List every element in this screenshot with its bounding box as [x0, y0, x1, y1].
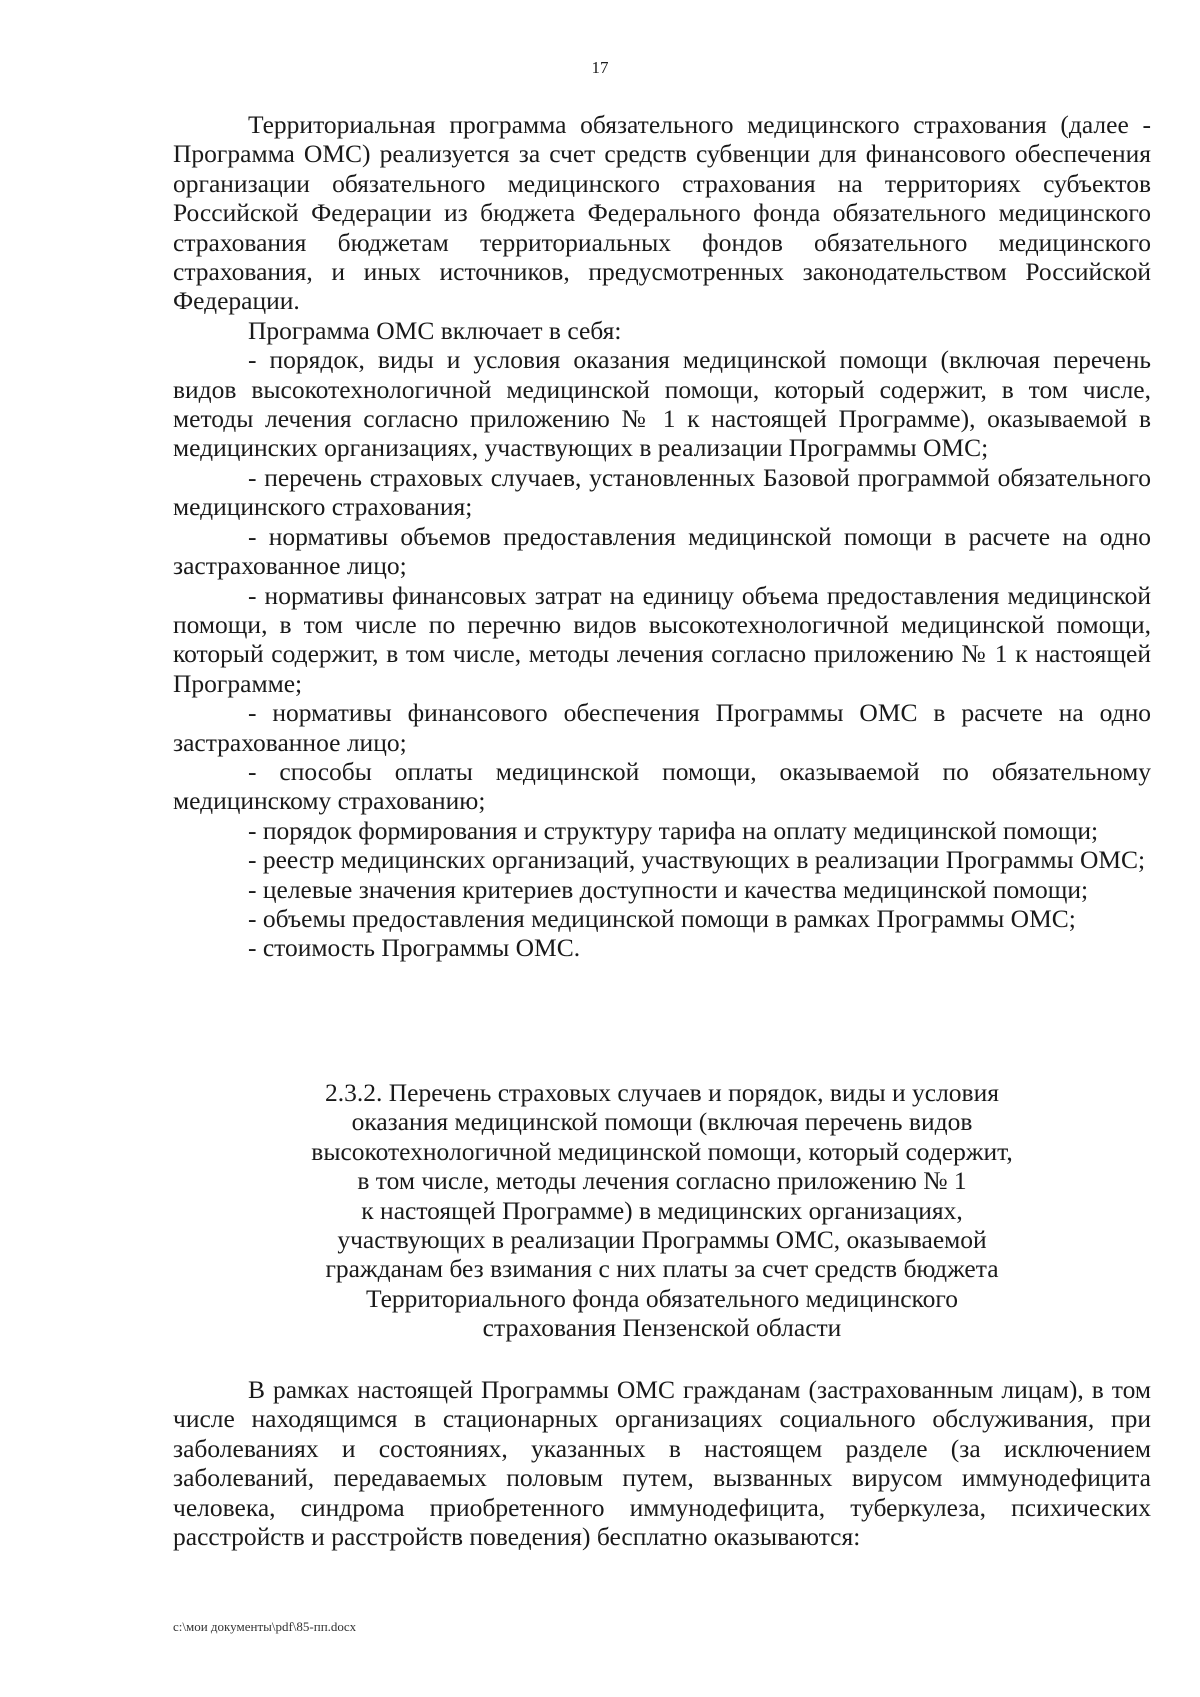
list-item-volume-norms: - нормативы объемов предоставления медицинской помощи в расчете на одно застрахованное лицо; [173, 521, 1151, 581]
heading-line: к настоящей Программе) в медицинских организациях, [361, 1195, 963, 1225]
list-item-cost: - стоимость Программы ОМС. [248, 933, 581, 963]
heading-line: оказания медицинской помощи (включая перечень видов [351, 1107, 973, 1137]
heading-line: гражданам без взимания с них платы за счет средств бюджета [325, 1254, 999, 1284]
list-item-payment-methods: - способы оплаты медицинской помощи, оказываемой по обязательному медицинскому страхованию; [173, 756, 1151, 816]
paragraph-intro: Территориальная программа обязательного медицинского страхования (далее - Программа ОМС) реализуется за счет средств субвенции для финансового обеспечения организации обязательного медицинского страхования на территориях субъектов Российской Федерации из бюджета Федерального фонда обязательного медицинского страхования бюджетам территориальных фондов обязательного медицинского страхования, и иных источников, предусмотренных законодательством Российской Федерации. [173, 110, 1151, 316]
list-item-procedure: - порядок, виды и условия оказания медицинской помощи (включая перечень видов высокотехнологичной медицинской помощи, который содержит, в том числе, методы лечения согласно приложению № 1 к настоящей Программе), оказываемой в медицинских организациях, участвующих в реализации Программы ОМС; [173, 345, 1151, 463]
body-text [173, 110, 1151, 963]
list-item-cost-norms: - нормативы финансовых затрат на единицу объема предоставления медицинской помощи, в том числе по перечню видов высокотехнологичной медицинской помощи, который содержит, в том числе, методы лечения согласно приложению № 1 к настоящей Программе; [173, 580, 1151, 698]
list-item-funding-norms: - нормативы финансового обеспечения Программы ОМС в расчете на одно застрахованное лицо; [173, 698, 1151, 757]
list-item-registry: - реестр медицинских организаций, участвующих в реализации Программы ОМС; [248, 845, 1146, 875]
paragraph-includes: Программа ОМС включает в себя: [248, 315, 622, 345]
list-item-volumes: - объемы предоставления медицинской помощи в рамках Программы ОМС; [248, 903, 1076, 933]
heading-line: Территориального фонда обязательного медицинского [366, 1283, 958, 1313]
section-heading [173, 1078, 1151, 1343]
heading-line: высокотехнологичной медицинской помощи, который содержит, [311, 1136, 1013, 1166]
closing-text [173, 1375, 1151, 1551]
heading-line: участвующих в реализации Программы ОМС, оказываемой [337, 1225, 987, 1255]
page-number: 17 [591, 58, 609, 77]
heading-line: 2.3.2. Перечень страховых случаев и порядок, виды и условия [325, 1078, 999, 1107]
heading-line: страхования Пензенской области [482, 1313, 842, 1343]
paragraph-closing: В рамках настоящей Программы ОМС гражданам (застрахованным лицам), в том числе находящимся в стационарных организациях социального обслуживания, при заболеваниях и состояниях, указанных в настоящем разделе (за исключением заболеваний, передаваемых половым путем, вызванных вирусом иммунодефицита человека, синдрома приобретенного иммунодефицита, туберкулеза, психических расстройств и расстройств поведения) бесплатно оказываются: [173, 1375, 1151, 1552]
list-item-insured-events: - перечень страховых случаев, установленных Базовой программой обязательного медицинского страхования; [173, 462, 1151, 522]
heading-line: в том числе, методы лечения согласно приложению № 1 [357, 1166, 967, 1196]
list-item-criteria: - целевые значения критериев доступности и качества медицинской помощи; [248, 874, 1089, 904]
footer-file-path: c:\мои документы\pdf\85-пп.docx [173, 1619, 357, 1634]
list-item-tariff: - порядок формирования и структуру тарифа на оплату медицинской помощи; [248, 815, 1099, 845]
